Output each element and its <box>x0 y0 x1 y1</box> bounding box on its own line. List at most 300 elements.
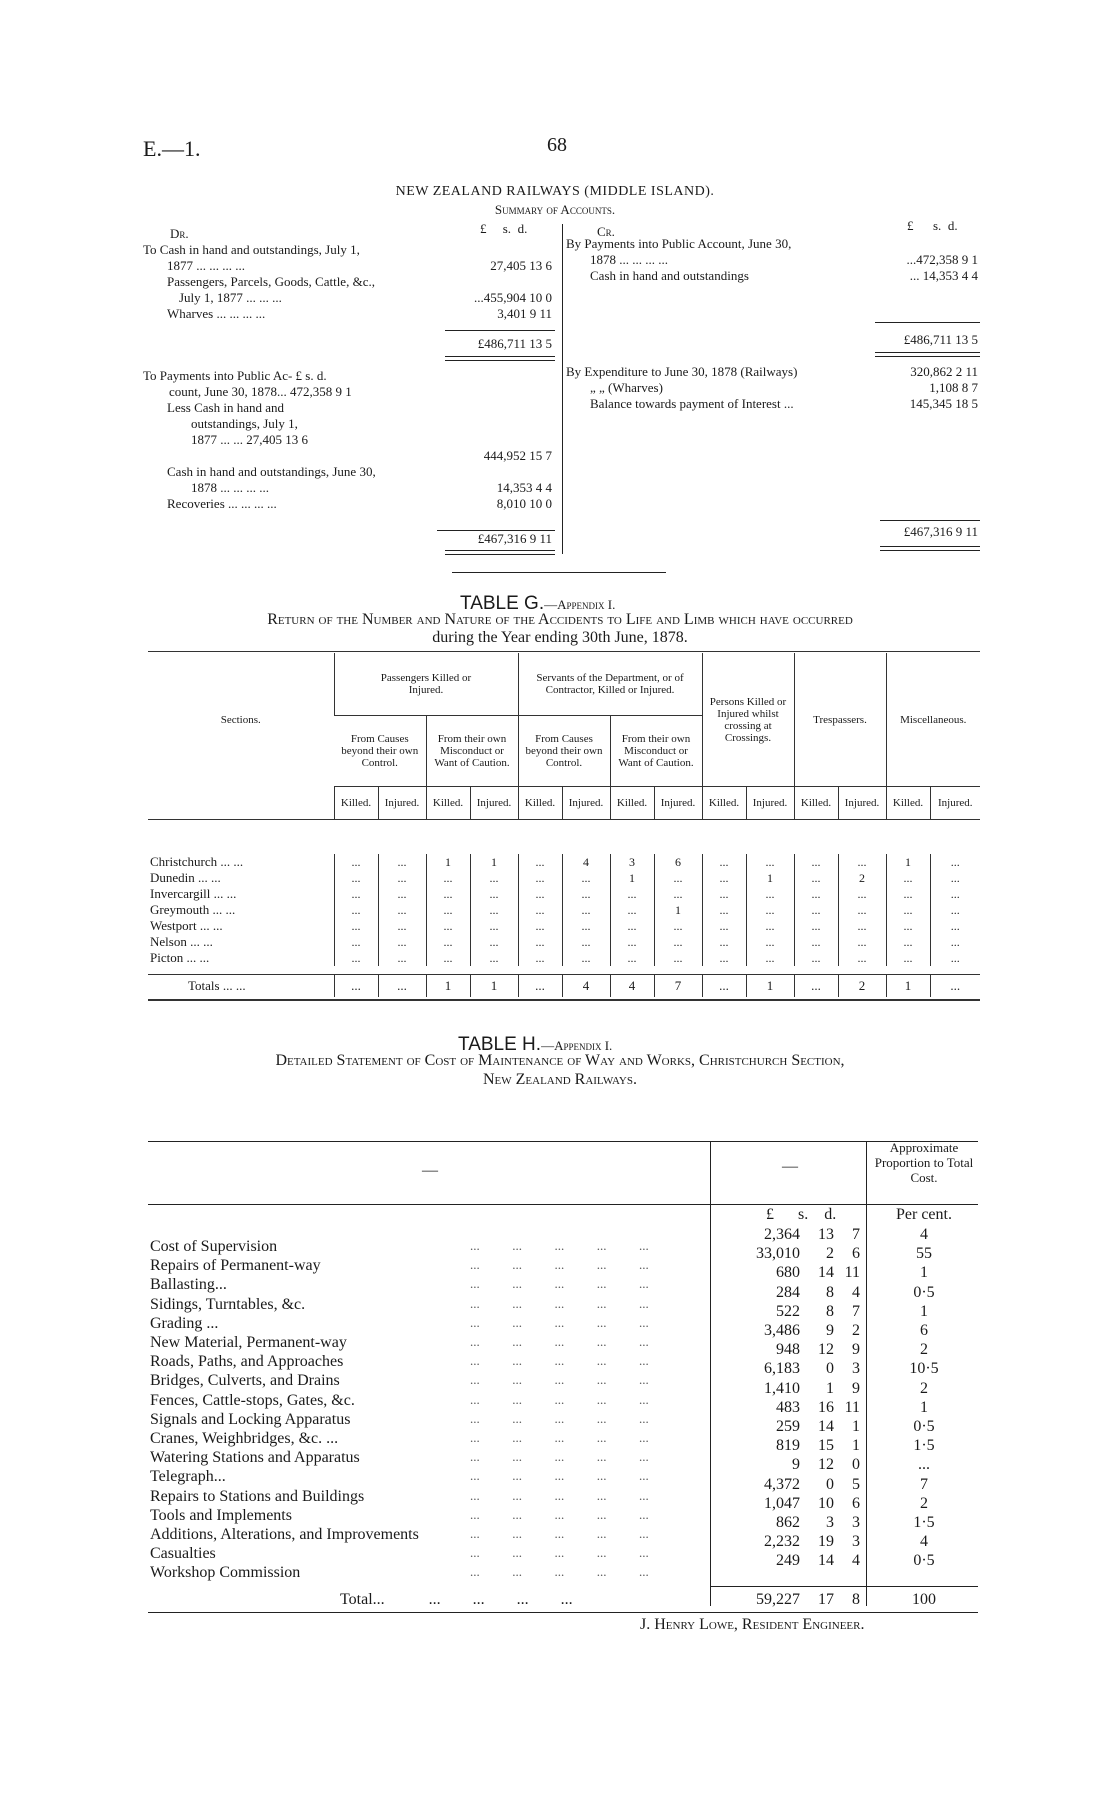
maintenance-item: Cost of Supervision <box>150 1238 278 1255</box>
cost-pounds: 862 <box>776 1514 800 1531</box>
sub-servants-causes: From Causes beyond their own Control. <box>518 716 610 787</box>
cost-percent: 1·5 <box>913 1514 935 1531</box>
cost-shillings: 12 <box>818 1341 834 1358</box>
table-cell: ... <box>334 918 378 934</box>
table-cell: ... <box>426 902 470 918</box>
total-percent: 100 <box>912 1591 936 1608</box>
cost-percent: 10·5 <box>909 1360 939 1377</box>
accounts-title: NEW ZEALAND RAILWAYS (MIDDLE ISLAND). <box>395 184 715 199</box>
killed-header: Killed. <box>886 787 930 820</box>
account-entry-text: „ „ (Wharves) <box>590 380 663 395</box>
accidents-table-body <box>148 820 980 998</box>
table-cell: ... <box>838 918 886 934</box>
totals-cell: ... <box>930 975 980 998</box>
table-g-label: TABLE G. <box>460 593 545 614</box>
table-h-label: TABLE H. <box>458 1034 542 1055</box>
leader-dots: ... ... ... ... ... <box>470 1430 649 1445</box>
table-cell: ... <box>378 870 426 886</box>
table-h-col3-header: Approximate Proportion to Total Cost. <box>874 1140 974 1185</box>
totals-cell: ... <box>794 975 838 998</box>
cost-pence: 4 <box>852 1552 860 1569</box>
table-cell: ... <box>794 854 838 870</box>
table-cell: ... <box>654 950 702 966</box>
cost-pence: 6 <box>852 1245 860 1262</box>
table-cell: ... <box>702 902 746 918</box>
table-row <box>148 870 980 886</box>
table-cell: ... <box>378 950 426 966</box>
table-cell: ... <box>930 886 980 902</box>
table-cell: ... <box>518 902 562 918</box>
account-entry-text: Cash in hand and outstandings <box>590 268 749 283</box>
cost-pounds: 483 <box>776 1399 800 1416</box>
account-entry-amount: 444,952 15 7 <box>483 448 552 463</box>
table-cell: 6 <box>654 854 702 870</box>
cost-pounds: 948 <box>776 1341 800 1358</box>
lsd-header-right <box>907 218 958 234</box>
cost-shillings: 15 <box>818 1437 834 1454</box>
totals-cell: ... <box>518 975 562 998</box>
total-label: Total... <box>340 1591 385 1608</box>
cost-shillings: 8 <box>826 1303 834 1320</box>
credit-closing-total: £467,316 9 11 <box>903 524 978 539</box>
killed-header: Killed. <box>702 787 746 820</box>
leader-dots: ... ... ... ... ... <box>470 1315 649 1330</box>
group-crossings: Persons Killed or Injured whilst crossing at Crossings. <box>702 653 794 787</box>
table-cell: ... <box>886 902 930 918</box>
table-row <box>148 886 980 902</box>
table-cell: 1 <box>886 854 930 870</box>
table-row <box>148 918 980 934</box>
account-entry-text: 1877 ... ... 27,405 13 6 <box>191 432 308 447</box>
h-pence-sign: d. <box>824 1206 837 1223</box>
cost-percent: 4 <box>920 1226 928 1243</box>
account-entry-amount: ...455,904 10 0 <box>474 290 552 305</box>
section-name: Nelson ... ... <box>150 934 213 949</box>
table-cell: ... <box>610 950 654 966</box>
table-cell: 1 <box>654 902 702 918</box>
cost-pounds: 3,486 <box>764 1322 800 1339</box>
account-entry-text: Less Cash in hand and <box>167 400 284 415</box>
table-cell: ... <box>702 950 746 966</box>
section-name: Christchurch ... ... <box>150 854 244 869</box>
account-entry-text: July 1, 1877 ... ... ... <box>179 290 282 305</box>
debit-opening-total: £486,711 13 5 <box>477 336 552 351</box>
leader-dots: ... ... ... ... ... <box>470 1353 649 1368</box>
maintenance-item: Repairs of Permanent-way <box>150 1257 321 1274</box>
cost-pounds: 1,410 <box>764 1380 800 1397</box>
injured-header: Injured. <box>470 787 518 820</box>
accidents-table <box>148 653 980 997</box>
cost-percent: 2 <box>920 1341 928 1358</box>
injured-header: Injured. <box>746 787 794 820</box>
account-entry-text: To Payments into Public Ac- £ s. d. <box>143 368 327 383</box>
group-trespassers: Trespassers. <box>794 653 886 787</box>
cost-percent: ... <box>918 1456 930 1473</box>
table-cell: ... <box>702 870 746 886</box>
cost-pounds: 2,232 <box>764 1533 800 1550</box>
injured-header: Injured. <box>562 787 610 820</box>
total-pence: 8 <box>852 1591 860 1608</box>
killed-injured-header-row <box>148 787 980 820</box>
table-cell: ... <box>886 918 930 934</box>
account-entry-text: By Payments into Public Account, June 30, <box>566 236 792 251</box>
cost-pence: 7 <box>852 1226 860 1243</box>
cost-percent: 2 <box>920 1380 928 1397</box>
table-cell: ... <box>930 934 980 950</box>
injured-header: Injured. <box>654 787 702 820</box>
cost-pounds: 284 <box>776 1284 800 1301</box>
leader-dots: ... ... ... ... ... <box>470 1545 649 1560</box>
totals-cell: 4 <box>562 975 610 998</box>
section-name: Greymouth ... ... <box>150 902 236 917</box>
table-h-units-percent: Per cent. <box>896 1206 952 1223</box>
table-cell: ... <box>470 870 518 886</box>
table-cell: ... <box>378 934 426 950</box>
cost-pence: 11 <box>844 1264 860 1281</box>
account-entry-amount: 14,353 4 4 <box>496 480 552 495</box>
maintenance-item: Bridges, Culverts, and Drains <box>150 1372 340 1389</box>
total-shillings: 17 <box>818 1591 834 1608</box>
injured-header: Injured. <box>930 787 980 820</box>
table-cell: ... <box>518 854 562 870</box>
table-row <box>148 902 980 918</box>
sub-passengers-misconduct: From their own Misconduct or Want of Caution. <box>426 716 518 787</box>
debit-closing-total: £467,316 9 11 <box>477 531 552 546</box>
maintenance-item: Telegraph... <box>150 1468 226 1485</box>
group-passengers: Passengers Killed or Injured. <box>334 653 518 716</box>
table-cell: ... <box>838 950 886 966</box>
table-cell: ... <box>426 950 470 966</box>
sections-header-spacer <box>148 787 334 820</box>
table-cell: ... <box>746 886 794 902</box>
maintenance-item: Sidings, Turntables, &c. <box>150 1296 306 1313</box>
account-entry-text: Wharves ... ... ... ... <box>167 306 266 321</box>
cost-percent: 1 <box>920 1264 928 1281</box>
table-cell: ... <box>334 950 378 966</box>
table-cell: ... <box>426 886 470 902</box>
table-cell: ... <box>610 918 654 934</box>
table-cell: ... <box>426 870 470 886</box>
table-cell: ... <box>930 950 980 966</box>
table-cell: ... <box>562 902 610 918</box>
account-entry-text: Cash in hand and outstandings, June 30, <box>167 464 376 479</box>
cost-pence: 1 <box>852 1437 860 1454</box>
cost-pounds: 249 <box>776 1552 800 1569</box>
cost-pence: 3 <box>852 1360 860 1377</box>
section-name: Picton ... ... <box>150 950 210 965</box>
injured-header: Injured. <box>838 787 886 820</box>
killed-header: Killed. <box>610 787 654 820</box>
maintenance-item: Grading ... <box>150 1315 219 1332</box>
h-pounds-sign: £ <box>766 1206 774 1223</box>
maintenance-item: Ballasting... <box>150 1276 227 1293</box>
cost-shillings: 12 <box>818 1456 834 1473</box>
table-cell: ... <box>610 934 654 950</box>
table-cell: ... <box>886 870 930 886</box>
totals-cell: ... <box>334 975 378 998</box>
leader-dots: ... ... ... ... ... <box>470 1449 649 1464</box>
table-h-total-label: Total... ... ... ... ... <box>340 1591 573 1608</box>
cost-pounds: 259 <box>776 1418 800 1435</box>
account-entry-text: 1877 ... ... ... ... <box>167 258 245 273</box>
table-cell: ... <box>470 934 518 950</box>
maintenance-item: Workshop Commission <box>150 1564 301 1581</box>
table-cell: ... <box>470 918 518 934</box>
table-cell: ... <box>518 934 562 950</box>
maintenance-item: New Material, Permanent-way <box>150 1334 347 1351</box>
table-cell: ... <box>746 918 794 934</box>
table-cell: ... <box>334 854 378 870</box>
table-cell: ... <box>562 870 610 886</box>
totals-cell: 1 <box>886 975 930 998</box>
account-entry-amount: 320,862 2 11 <box>910 364 978 379</box>
killed-header: Killed. <box>794 787 838 820</box>
table-cell: ... <box>930 918 980 934</box>
maintenance-item: Casualties <box>150 1545 216 1562</box>
account-entry-amount: 1,108 8 7 <box>929 380 978 395</box>
account-entry-text: Balance towards payment of Interest ... <box>590 396 794 411</box>
table-cell: ... <box>886 950 930 966</box>
dr-label: Dr. <box>170 226 189 241</box>
totals-cell: ... <box>702 975 746 998</box>
cost-pence: 9 <box>852 1380 860 1397</box>
cost-pounds: 522 <box>776 1303 800 1320</box>
cost-pounds: 33,010 <box>756 1245 800 1262</box>
cost-pence: 1 <box>852 1418 860 1435</box>
cost-shillings: 9 <box>826 1322 834 1339</box>
table-cell: ... <box>518 918 562 934</box>
cost-shillings: 13 <box>818 1226 834 1243</box>
sub-passengers-causes: From Causes beyond their own Control. <box>334 716 426 787</box>
maintenance-item: Signals and Locking Apparatus <box>150 1411 351 1428</box>
account-entry-amount: ...472,358 9 1 <box>906 252 978 267</box>
table-cell: ... <box>378 918 426 934</box>
table-g-caption-1: Return of the Number and Nature of the Accidents to Life and Limb which have occurred <box>267 611 853 628</box>
table-cell: ... <box>794 950 838 966</box>
table-cell: ... <box>334 902 378 918</box>
cost-percent: 0·5 <box>913 1552 935 1569</box>
table-cell: 1 <box>610 870 654 886</box>
table-cell: ... <box>702 886 746 902</box>
cost-shillings: 19 <box>818 1533 834 1550</box>
table-g-caption-2: during the Year ending 30th June, 1878. <box>432 629 688 646</box>
table-cell: ... <box>378 886 426 902</box>
table-cell: ... <box>930 902 980 918</box>
cost-pounds: 6,183 <box>764 1360 800 1377</box>
table-cell: ... <box>334 870 378 886</box>
account-entry-text: Passengers, Parcels, Goods, Cattle, &c., <box>167 274 375 289</box>
table-cell: ... <box>702 934 746 950</box>
cost-pence: 7 <box>852 1303 860 1320</box>
section-name: Invercargill ... ... <box>150 886 237 901</box>
table-cell: ... <box>654 886 702 902</box>
table-cell: ... <box>794 934 838 950</box>
cost-percent: 7 <box>920 1476 928 1493</box>
table-cell: 3 <box>610 854 654 870</box>
cost-shillings: 14 <box>818 1264 834 1281</box>
leader-dots: ... ... ... ... ... <box>470 1392 649 1407</box>
maintenance-item: Repairs to Stations and Buildings <box>150 1488 365 1505</box>
cr-label: Cr. <box>597 224 615 239</box>
cost-percent: 1 <box>920 1399 928 1416</box>
maintenance-item: Tools and Implements <box>150 1507 292 1524</box>
cost-pence: 5 <box>852 1476 860 1493</box>
totals-row <box>148 975 980 998</box>
table-cell: ... <box>562 886 610 902</box>
table-row <box>148 934 980 950</box>
account-entry-text: 1878 ... ... ... ... <box>191 480 269 495</box>
cost-pence: 11 <box>844 1399 860 1416</box>
table-cell: ... <box>654 934 702 950</box>
table-cell: ... <box>334 886 378 902</box>
leader-dots: ... ... ... ... ... <box>470 1564 649 1579</box>
table-cell: ... <box>746 950 794 966</box>
totals-cell: 1 <box>746 975 794 998</box>
maintenance-item: Cranes, Weighbridges, &c. ... <box>150 1430 339 1447</box>
cost-shillings: 3 <box>826 1514 834 1531</box>
leader-dots: ... ... ... ... ... <box>470 1526 649 1541</box>
account-entry-amount: 27,405 13 6 <box>490 258 552 273</box>
table-cell: ... <box>470 886 518 902</box>
table-cell: ... <box>838 934 886 950</box>
cost-shillings: 8 <box>826 1284 834 1301</box>
maintenance-item: Additions, Alterations, and Improvements <box>150 1526 419 1543</box>
account-entry-text: count, June 30, 1878... 472,358 9 1 <box>169 384 352 399</box>
totals-cell: 1 <box>470 975 518 998</box>
leader-dots: ... ... ... ... ... <box>470 1334 649 1349</box>
leader-dots: ... ... ... ... ... <box>470 1468 649 1483</box>
pence-sign: d. <box>517 221 528 236</box>
account-entry-amount: 8,010 10 0 <box>496 496 552 511</box>
accounts-subtitle: Summary of Accounts. <box>494 202 616 217</box>
table-g-appendix: —Appendix I. <box>544 597 616 612</box>
table-cell: ... <box>794 902 838 918</box>
table-h-units-lsd <box>766 1206 836 1224</box>
cost-percent: 0·5 <box>913 1418 935 1435</box>
document-ref: E.—1. <box>143 136 201 161</box>
cost-pounds: 680 <box>776 1264 800 1281</box>
cost-pounds: 2,364 <box>764 1226 800 1243</box>
table-cell: ... <box>334 934 378 950</box>
table-row <box>148 950 980 966</box>
leader-dots: ... ... ... ... ... <box>470 1276 649 1291</box>
total-pounds: 59,227 <box>756 1591 800 1608</box>
table-cell: ... <box>562 918 610 934</box>
pounds-sign-right: £ <box>907 218 914 233</box>
cost-pence: 9 <box>852 1341 860 1358</box>
table-row-gap <box>148 966 980 975</box>
cost-pounds: 9 <box>792 1456 800 1473</box>
leader-dots: ... ... ... ... ... <box>470 1488 649 1503</box>
table-cell: ... <box>886 886 930 902</box>
leader-dots: ... ... ... ... ... <box>470 1296 649 1311</box>
table-cell: ... <box>838 854 886 870</box>
killed-header: Killed. <box>334 787 378 820</box>
table-cell: ... <box>470 902 518 918</box>
table-cell: 1 <box>746 870 794 886</box>
cost-shillings: 0 <box>826 1476 834 1493</box>
cost-percent: 2 <box>920 1495 928 1512</box>
totals-cell: 2 <box>838 975 886 998</box>
section-name: Westport ... ... <box>150 918 223 933</box>
table-cell: ... <box>518 886 562 902</box>
group-servants: Servants of the Department, or of Contractor, Killed or Injured. <box>518 653 702 716</box>
table-h-col1-header: — <box>422 1162 438 1179</box>
cost-pence: 3 <box>852 1514 860 1531</box>
table-cell: ... <box>702 918 746 934</box>
table-cell: 2 <box>838 870 886 886</box>
cost-pence: 0 <box>852 1456 860 1473</box>
table-cell: 1 <box>470 854 518 870</box>
leader-dots: ... ... ... ... ... <box>470 1372 649 1387</box>
cost-percent: 0·5 <box>913 1284 935 1301</box>
table-cell: ... <box>746 854 794 870</box>
cost-pounds: 819 <box>776 1437 800 1454</box>
table-h-caption-2: New Zealand Railways. <box>483 1071 637 1088</box>
table-cell: ... <box>886 934 930 950</box>
table-cell: ... <box>426 934 470 950</box>
cost-shillings: 16 <box>818 1399 834 1416</box>
account-entry-text: By Expenditure to June 30, 1878 (Railways) <box>566 364 798 379</box>
table-cell: ... <box>562 950 610 966</box>
table-cell: ... <box>610 902 654 918</box>
totals-label: Totals ... ... <box>148 975 334 998</box>
cost-pounds: 1,047 <box>764 1495 800 1512</box>
leader-dots: ... ... ... ... ... <box>470 1238 649 1253</box>
account-entry-text: To Cash in hand and outstandings, July 1, <box>143 242 360 257</box>
table-cell: ... <box>930 854 980 870</box>
page-number: 68 <box>547 134 567 156</box>
table-cell: ... <box>930 870 980 886</box>
cost-percent: 1·5 <box>913 1437 935 1454</box>
maintenance-item: Fences, Cattle-stops, Gates, &c. <box>150 1392 355 1409</box>
totals-cell: 7 <box>654 975 702 998</box>
cost-shillings: 0 <box>826 1360 834 1377</box>
section-name: Dunedin ... ... <box>150 870 221 885</box>
account-entry-amount: 145,345 18 5 <box>909 396 978 411</box>
cost-pence: 4 <box>852 1284 860 1301</box>
account-entry-text: Recoveries ... ... ... ... <box>167 496 277 511</box>
table-cell: ... <box>470 950 518 966</box>
cost-percent: 55 <box>916 1245 932 1262</box>
cost-percent: 6 <box>920 1322 928 1339</box>
account-entry-text: outstandings, July 1, <box>191 416 298 431</box>
table-cell: ... <box>794 886 838 902</box>
table-cell: ... <box>518 870 562 886</box>
sub-servants-misconduct: From their own Misconduct or Want of Caution. <box>610 716 702 787</box>
group-miscellaneous: Miscellaneous. <box>886 653 980 787</box>
table-h-caption-1: Detailed Statement of Cost of Maintenance of Way and Works, Christchurch Section, <box>275 1052 845 1069</box>
table-cell: ... <box>378 854 426 870</box>
account-entry-amount: 3,401 9 11 <box>497 306 552 321</box>
table-cell: ... <box>518 950 562 966</box>
cost-shillings: 14 <box>818 1418 834 1435</box>
maintenance-item: Roads, Paths, and Approaches <box>150 1353 344 1370</box>
killed-header: Killed. <box>518 787 562 820</box>
leader-dots: ... ... ... ... ... <box>470 1507 649 1522</box>
table-row <box>148 854 980 870</box>
leader-dots: ... ... ... ... ... <box>470 1257 649 1272</box>
pounds-sign: £ <box>480 221 487 236</box>
table-cell: ... <box>654 870 702 886</box>
totals-cell: 1 <box>426 975 470 998</box>
table-h-appendix: —Appendix I. <box>541 1038 613 1053</box>
table-cell: ... <box>838 902 886 918</box>
sections-header: Sections. <box>220 713 261 726</box>
signature: J. Henry Lowe, Resident Engineer. <box>640 1616 865 1633</box>
cost-pence: 2 <box>852 1322 860 1339</box>
table-cell: ... <box>562 934 610 950</box>
